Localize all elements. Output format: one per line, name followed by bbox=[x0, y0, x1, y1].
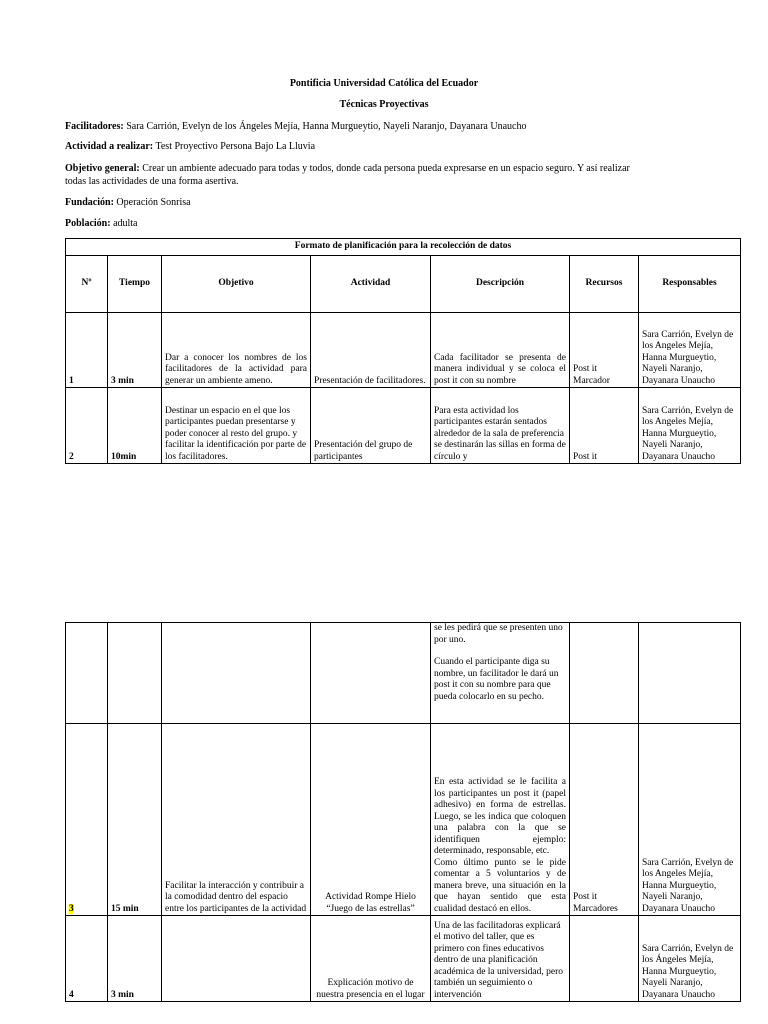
facilitators-line bbox=[65, 120, 725, 133]
table-row bbox=[66, 388, 741, 464]
row-description bbox=[431, 623, 570, 724]
row-responsible: Sara Carrión, Evelyn de los Ángeles Mejía, Hanna Murgueytio, Nayeli Naranjo, Dayanara Unaucho bbox=[639, 916, 741, 1002]
row-objective: Destinar un espacio en el que los participantes puedan presentarse y poder conocer al resto del grupo. y facilitar la identificación por parte de los facilitadores. bbox=[162, 388, 311, 464]
foundation-value: Operación Sonrisa bbox=[113, 197, 191, 208]
table-title: Formato de planificación para la recolección de datos bbox=[66, 239, 741, 256]
description-paragraph: Como último punto se le pide comentar a 5 voluntarios y de manera breve, una situación en la que hayan sentido que esta cualidad destacó en ellos. bbox=[434, 857, 566, 914]
col-header-responsible: Responsables bbox=[639, 256, 741, 313]
row-responsible: Sara Carrión, Evelyn de los Angeles Mejía, Hanna Murgueytio, Nayeli Naranjo, Dayanara Unaucho bbox=[639, 313, 741, 388]
col-header-num: Nº bbox=[66, 256, 108, 313]
description-paragraph: se les pedirá que se presenten uno por uno. bbox=[434, 623, 563, 645]
empty-cell bbox=[66, 623, 108, 724]
row-description bbox=[431, 724, 570, 916]
col-header-description: Descripción bbox=[431, 256, 570, 313]
objective-value-cont: todas las actividades de una forma asertiva. bbox=[65, 176, 239, 187]
planning-table bbox=[65, 238, 741, 464]
row-responsible: Sara Carrión, Evelyn de los Angeles Mejía, Hanna Murgueytio, Nayeli Naranjo, Dayanara Unaucho bbox=[639, 724, 741, 916]
row-activity: Presentación de facilitadores. bbox=[311, 313, 431, 388]
row-time: 10min bbox=[108, 388, 162, 464]
table-row bbox=[66, 724, 741, 916]
col-header-objective: Objetivo bbox=[162, 256, 311, 313]
row-activity: Actividad Rompe Hielo “Juego de las estrellas” bbox=[311, 724, 431, 916]
row-resources bbox=[570, 916, 639, 1002]
empty-cell bbox=[311, 623, 431, 724]
table-row bbox=[66, 313, 741, 388]
row-num: 4 bbox=[66, 916, 108, 1002]
row-time: 3 min bbox=[108, 916, 162, 1002]
empty-cell bbox=[108, 623, 162, 724]
row-description: Cada facilitador se presenta de manera individual y se coloca el post it con su nombre bbox=[431, 313, 570, 388]
empty-cell bbox=[570, 623, 639, 724]
objective-label: Objetivo general: bbox=[65, 163, 140, 174]
row-objective: Dar a conocer los nombres de los facilitadores de la actividad para generar un ambiente ameno. bbox=[162, 313, 311, 388]
planning-table-continued bbox=[65, 622, 741, 1002]
row-description: Para esta actividad los participantes estarán sentados alrededor de la sala de preferencia se destinarán las sillas en forma de círculo y bbox=[431, 388, 570, 464]
foundation-line bbox=[65, 196, 725, 209]
empty-cell bbox=[162, 623, 311, 724]
population-line bbox=[65, 217, 725, 230]
row-resources: Post it Marcador bbox=[570, 313, 639, 388]
row-resources: Post it Marcadores bbox=[570, 724, 639, 916]
foundation-label: Fundación: bbox=[65, 197, 114, 208]
description-paragraph: En esta actividad se le facilita a los participantes un post it (papel adhesivo) en forma de estrellas. Luego, se les indica que coloquen una palabra con la que se identifiquen ejemplo: determinado, responsable, etc. bbox=[434, 777, 566, 856]
row-num bbox=[66, 724, 108, 916]
row-num: 2 bbox=[66, 388, 108, 464]
facilitators-value: Sara Carrión, Evelyn de los Ángeles Mejía, Hanna Murgueytio, Nayeli Naranjo, Dayanara Unaucho bbox=[123, 121, 527, 132]
facilitators-label: Facilitadores: bbox=[65, 121, 124, 132]
highlighted-num: 3 bbox=[69, 903, 74, 914]
row-activity: Explicación motivo de nuestra presencia en el lugar bbox=[311, 916, 431, 1002]
row-time: 15 min bbox=[108, 724, 162, 916]
col-header-time: Tiempo bbox=[108, 256, 162, 313]
row-responsible: Sara Carrión, Evelyn de los Angeles Mejía, Hanna Murgueytio, Nayeli Naranjo, Dayanara Unaucho bbox=[639, 388, 741, 464]
row-resources: Post it bbox=[570, 388, 639, 464]
col-header-activity: Actividad bbox=[311, 256, 431, 313]
description-paragraph: Cuando el participante diga su nombre, un facilitador le dará un post it con su nombre para que pueda colocarlo en su pecho. bbox=[434, 657, 559, 702]
activity-line bbox=[65, 140, 725, 153]
row-time: 3 min bbox=[108, 313, 162, 388]
objective-line bbox=[65, 162, 725, 188]
activity-value: Test Proyectivo Persona Bajo La Lluvia bbox=[153, 141, 316, 152]
objective-value: Crear un ambiente adecuado para todas y todos, donde cada persona pueda expresarse en un espacio seguro. Y así realizar bbox=[139, 163, 630, 174]
table-row-continued bbox=[66, 623, 741, 724]
empty-cell bbox=[639, 623, 741, 724]
row-num: 1 bbox=[66, 313, 108, 388]
row-activity: Presentación del grupo de participantes bbox=[311, 388, 431, 464]
row-objective bbox=[162, 916, 311, 1002]
population-label: Población: bbox=[65, 218, 111, 229]
course-title: Técnicas Proyectivas bbox=[339, 99, 429, 110]
activity-label: Actividad a realizar: bbox=[65, 141, 154, 152]
university-title: Pontificia Universidad Católica del Ecuador bbox=[289, 78, 479, 89]
population-value: adulta bbox=[110, 218, 138, 229]
row-description: Una de las facilitadoras explicará el motivo del taller, que es primero con fines educativos dentro de una planificación académica de la universidad, pero también un seguimiento o intervención bbox=[431, 916, 570, 1002]
col-header-resources: Recursos bbox=[570, 256, 639, 313]
table-header-row bbox=[66, 256, 741, 313]
row-objective: Facilitar la interacción y contribuir a la comodidad dentro del espacio entre los participantes de la actividad bbox=[162, 724, 311, 916]
table-row bbox=[66, 916, 741, 1002]
